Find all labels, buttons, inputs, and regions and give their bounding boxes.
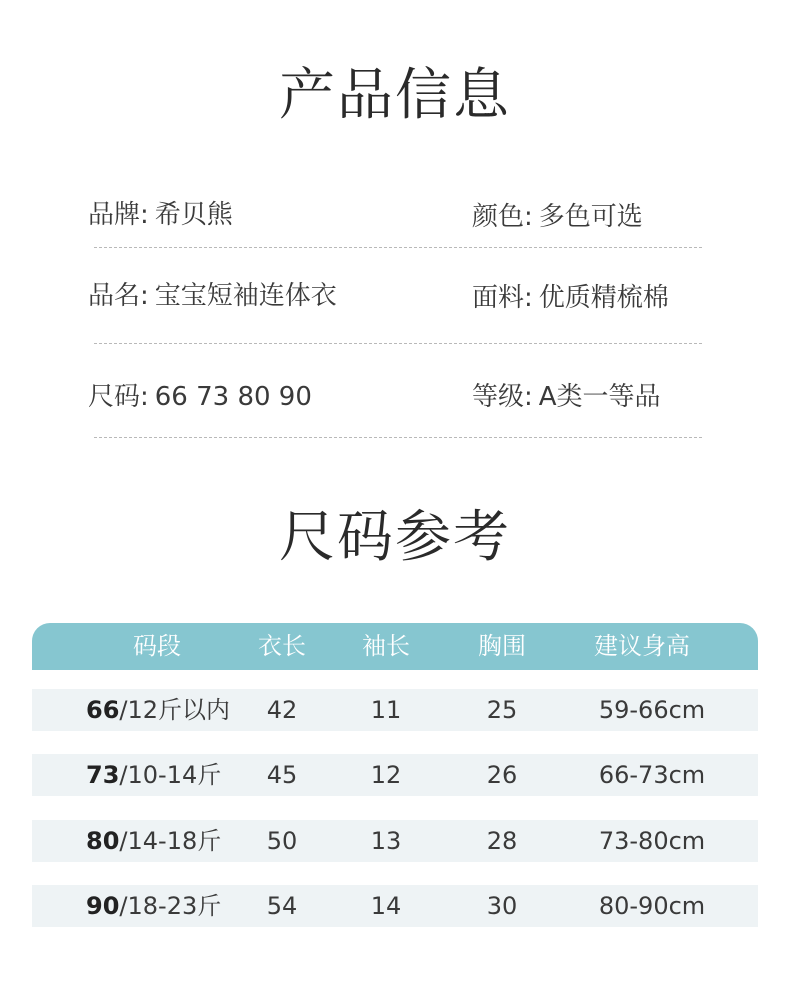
table-row: [32, 754, 758, 796]
size-weight: /10-14斤: [119, 761, 222, 789]
cell-sleeve: 14: [370, 892, 402, 920]
info-grade-value: A类一等品: [538, 382, 661, 412]
divider: [94, 343, 702, 344]
info-color-value: 多色可选: [538, 202, 643, 232]
info-brand: [88, 195, 233, 235]
size-code: 80: [86, 827, 120, 855]
size-weight: /14-18斤: [119, 827, 222, 855]
cell-chest: 26: [486, 761, 518, 789]
info-row-brand: [88, 195, 702, 235]
cell-chest: 30: [486, 892, 518, 920]
info-size-label: 尺码:: [88, 382, 149, 412]
cell-sleeve: 12: [370, 761, 402, 789]
info-row-name: [88, 276, 702, 316]
info-grade: [472, 377, 661, 417]
size-code: 90: [86, 892, 120, 920]
info-brand-label: 品牌:: [88, 200, 149, 230]
cell-length: 50: [266, 827, 298, 855]
cell-height: 66-73cm: [598, 761, 706, 789]
size-weight: /12斤以内: [119, 696, 231, 724]
cell-chest: 25: [486, 696, 518, 724]
info-brand-value: 希贝熊: [154, 200, 233, 230]
cell-length: 45: [266, 761, 298, 789]
size-table-header: [32, 623, 758, 670]
info-row-size: [88, 377, 702, 417]
info-color-label: 颜色:: [472, 202, 533, 232]
product-info-title: 产品信息: [279, 63, 511, 128]
size-weight: /18-23斤: [119, 892, 222, 920]
cell-height: 59-66cm: [598, 696, 706, 724]
info-name-label: 品名:: [88, 281, 149, 311]
header-length: 衣长: [258, 632, 306, 660]
info-size: [88, 377, 312, 417]
table-row: [32, 885, 758, 927]
table-row: [32, 820, 758, 862]
header-chest: 胸围: [478, 632, 526, 660]
info-color: [472, 197, 643, 237]
info-fabric-label: 面料:: [472, 283, 533, 313]
info-grade-label: 等级:: [472, 382, 533, 412]
info-product-name: [88, 276, 337, 316]
info-size-value: 66 73 80 90: [154, 382, 312, 412]
divider: [94, 247, 702, 248]
size-chart-title: 尺码参考: [279, 505, 511, 570]
header-sleeve: 袖长: [362, 632, 410, 660]
cell-sleeve: 11: [370, 696, 402, 724]
divider: [94, 437, 702, 438]
cell-length: 42: [266, 696, 298, 724]
cell-height: 73-80cm: [598, 827, 706, 855]
info-fabric-value: 优质精梳棉: [538, 283, 669, 313]
size-code: 66: [86, 696, 120, 724]
table-row: [32, 689, 758, 731]
header-code: 码段: [133, 632, 181, 660]
size-code: 73: [86, 761, 120, 789]
header-height: 建议身高: [594, 632, 690, 660]
cell-height: 80-90cm: [598, 892, 706, 920]
cell-length: 54: [266, 892, 298, 920]
cell-sleeve: 13: [370, 827, 402, 855]
info-name-value: 宝宝短袖连体衣: [154, 281, 337, 311]
info-fabric: [472, 278, 669, 318]
cell-chest: 28: [486, 827, 518, 855]
